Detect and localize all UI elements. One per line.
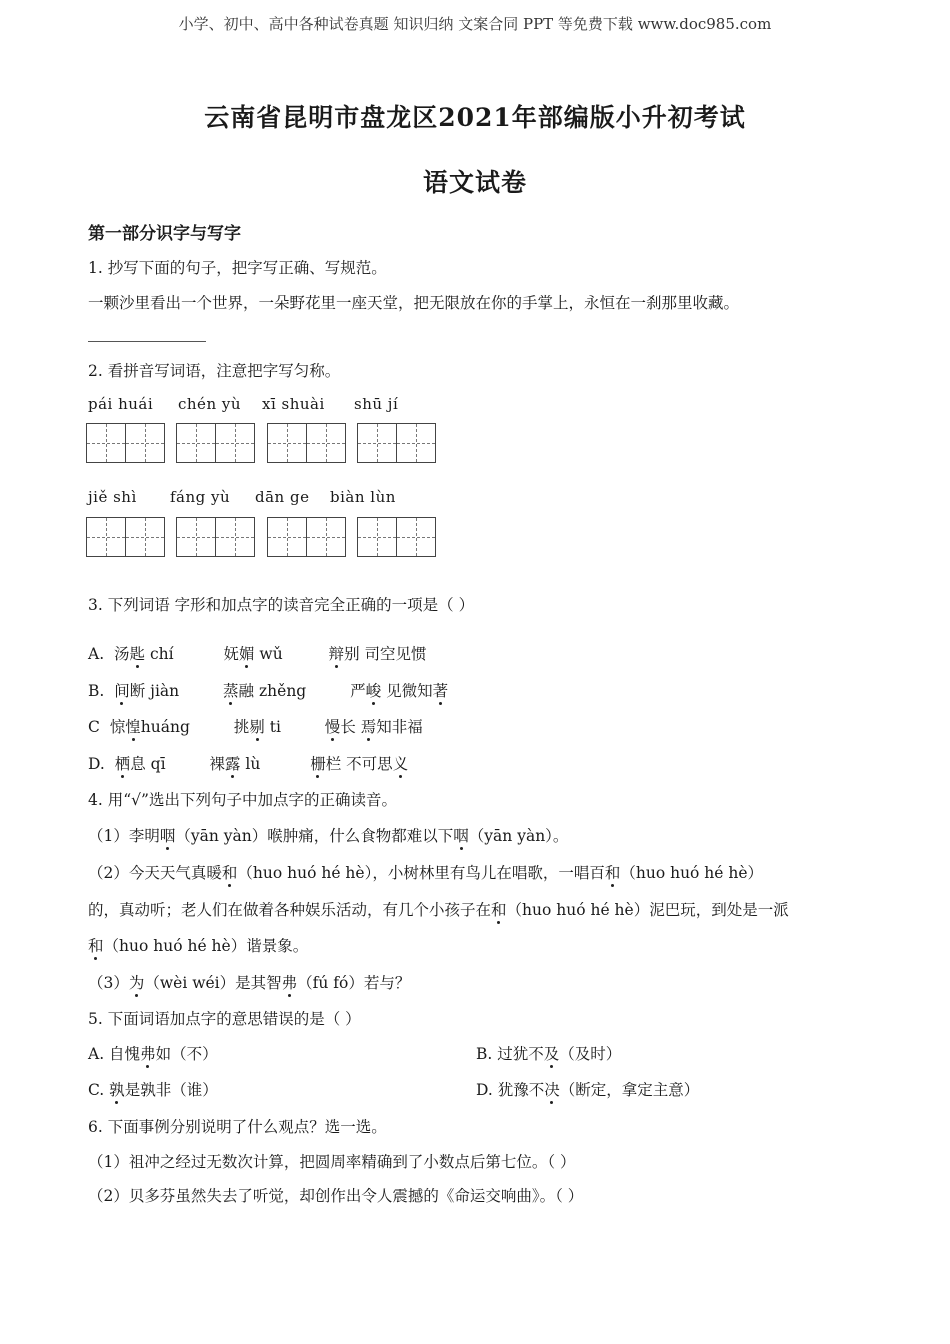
writing-box-6[interactable] <box>177 517 255 557</box>
pinyin: jiàn <box>150 682 180 700</box>
dotted-char: 著 <box>433 679 449 701</box>
dotted-char: 匙 <box>130 642 146 664</box>
pinyin-5: jiě shì <box>88 488 137 506</box>
text: （yān yàn）。 <box>468 827 569 845</box>
text: 的，真动听；老人们在做着各种娱乐活动，有几个小孩子在 <box>88 901 492 919</box>
page-header: 小学、初中、高中各种试卷真题 知识归纳 文案合同 PPT 等免费下载 www.doc985.com <box>178 15 772 33</box>
text: 是孰非（谁） <box>124 1081 218 1099</box>
dotted-char: 和 <box>605 861 621 883</box>
word-char: 长 <box>340 718 356 736</box>
dotted-char: 焉 <box>361 715 377 737</box>
pinyin: qī <box>150 755 166 773</box>
dotted-char: 栖 <box>115 752 131 774</box>
idiom: 司空见惯 <box>364 645 427 663</box>
pinyin-4: shū jí <box>354 395 399 413</box>
q5-option-a[interactable] <box>88 1042 218 1064</box>
word-char: 融 <box>238 682 255 700</box>
option-label: D. <box>88 755 105 773</box>
word-char: 妩 <box>223 645 239 663</box>
q5-option-d[interactable] <box>476 1078 699 1100</box>
dotted-char: 孰 <box>109 1078 125 1100</box>
writing-box-2[interactable] <box>177 423 255 463</box>
writing-box-3[interactable] <box>268 423 346 463</box>
dotted-char: 弗 <box>140 1042 156 1064</box>
word-char: 栏 <box>325 755 342 773</box>
q1-answer-line[interactable] <box>88 340 206 342</box>
idiom: 不可思 <box>346 755 393 773</box>
q4-sentence-1 <box>88 824 568 846</box>
pinyin-8: biàn lùn <box>330 488 396 506</box>
pinyin: ti <box>269 718 281 736</box>
dotted-char: 蒸 <box>223 679 239 701</box>
pinyin: chí <box>149 645 174 663</box>
writing-box-5[interactable] <box>87 517 165 557</box>
text: （huo huó hé hè），小树林里有鸟儿在唱歌，一唱百 <box>237 864 605 882</box>
pinyin-1: pái huái <box>88 395 154 413</box>
text: 如（不） <box>155 1045 218 1063</box>
q6-prompt: 6. 下面事例分别说明了什么观点？选一选。 <box>88 1118 387 1136</box>
pinyin: zhěng <box>259 682 307 700</box>
section-heading: 第一部分识字与写字 <box>88 224 241 244</box>
q1-prompt: 1. 抄写下面的句子，把字写正确、写规范。 <box>88 259 387 277</box>
word-char: 断 <box>129 682 146 700</box>
text: A. 自愧 <box>88 1045 141 1063</box>
q6-item-2: （2）贝多芬虽然失去了听觉，却创作出令人震撼的《命运交响曲》。（ ） <box>88 1187 584 1205</box>
writing-box-4[interactable] <box>358 423 436 463</box>
dotted-char: 弗 <box>282 971 298 993</box>
q3-prompt: 3. 下列词语 字形和加点字的读音完全正确的一项是（ ） <box>88 596 475 614</box>
idiom: 见微知 <box>386 682 433 700</box>
dotted-char: 惶 <box>125 715 141 737</box>
writing-box-7[interactable] <box>268 517 346 557</box>
dotted-char: 露 <box>225 752 241 774</box>
dotted-char: 咽 <box>453 824 469 846</box>
q2-prompt: 2. 看拼音写词语，注意把字写匀称。 <box>88 362 341 380</box>
q4-sentence-2 <box>88 861 763 883</box>
exam-subtitle: 语文试卷 <box>422 168 527 197</box>
word-char: 挑 <box>233 718 250 736</box>
word-char: 息 <box>130 755 146 773</box>
dotted-char: 为 <box>129 971 145 993</box>
dotted-char: 和 <box>88 934 104 956</box>
pinyin: wǔ <box>259 645 283 663</box>
q4-sentence-2-end <box>88 934 308 956</box>
text: （yān yàn）喉肿痛，什么食物都难以下 <box>175 827 454 845</box>
pinyin-3: xī shuài <box>262 395 325 413</box>
dotted-char: 媚 <box>239 642 255 664</box>
q3-option-d[interactable] <box>88 752 408 774</box>
text: D. 犹豫不 <box>476 1081 545 1099</box>
word-char: 汤 <box>113 645 130 663</box>
q5-option-b[interactable] <box>476 1042 621 1064</box>
word-char: 严 <box>350 682 366 700</box>
text: C. <box>88 1081 110 1099</box>
text: （及时） <box>559 1045 622 1063</box>
text: （2）今天天气真暖 <box>88 864 222 882</box>
dotted-char: 间 <box>114 679 130 701</box>
q4-prompt: 4. 用“√”选出下列句子中加点字的正确读音。 <box>88 791 397 809</box>
dotted-char: 和 <box>222 861 238 883</box>
q3-option-b[interactable] <box>88 679 448 701</box>
option-label: C <box>88 718 100 736</box>
text: （wèi wéi）是其智 <box>144 974 282 992</box>
q4-sentence-2-cont <box>88 898 789 920</box>
q3-option-c[interactable] <box>88 715 423 737</box>
dotted-char: 和 <box>491 898 507 920</box>
pinyin: huáng <box>140 718 190 736</box>
text: （3） <box>88 974 129 992</box>
dotted-char: 辩 <box>329 642 345 664</box>
exam-title: 云南省昆明市盘龙区2021年部编版小升初考试 <box>204 103 746 132</box>
writing-box-8[interactable] <box>358 517 436 557</box>
q3-option-a[interactable] <box>88 642 427 664</box>
text: （huo huó hé hè）泥巴玩，到处是一派 <box>506 901 789 919</box>
dotted-char: 剔 <box>249 715 265 737</box>
q5-option-c[interactable] <box>88 1078 218 1100</box>
pinyin-6: fáng yù <box>170 488 231 506</box>
q6-item-1: （1）祖冲之经过无数次计算，把圆周率精确到了小数点后第七位。（ ） <box>88 1153 576 1171</box>
option-label: B. <box>88 682 105 700</box>
writing-box-1[interactable] <box>87 423 165 463</box>
text: （huo huó hé hè）谐景象。 <box>103 937 309 955</box>
word-char: 惊 <box>109 718 126 736</box>
text: （断定，拿定主意） <box>559 1081 700 1099</box>
dotted-char: 慢 <box>325 715 341 737</box>
dotted-char: 峻 <box>366 679 382 701</box>
text: （1）李明 <box>88 827 160 845</box>
q1-sentence: 一颗沙里看出一个世界，一朵野花里一座天堂，把无限放在你的手掌上，永恒在一刹那里收藏。 <box>88 294 740 312</box>
text: （fú fó）若与？ <box>297 974 411 992</box>
word-char: 别 <box>344 645 360 663</box>
idiom: 知非福 <box>376 718 423 736</box>
text: （huo huó hé hè） <box>620 864 764 882</box>
text: B. 过犹不 <box>476 1045 544 1063</box>
dotted-char: 及 <box>544 1042 560 1064</box>
dotted-char: 咽 <box>160 824 176 846</box>
pinyin-2: chén yù <box>178 395 242 413</box>
dotted-char: 栅 <box>310 752 326 774</box>
option-label: A. <box>88 645 105 663</box>
q4-sentence-3 <box>88 971 410 993</box>
word-char: 裸 <box>209 755 225 773</box>
q5-prompt: 5. 下面词语加点字的意思错误的是（ ） <box>88 1010 361 1028</box>
pinyin: lù <box>245 755 261 773</box>
pinyin-7: dān ge <box>255 488 310 506</box>
dotted-char: 决 <box>544 1078 560 1100</box>
dotted-char: 义 <box>393 752 409 774</box>
